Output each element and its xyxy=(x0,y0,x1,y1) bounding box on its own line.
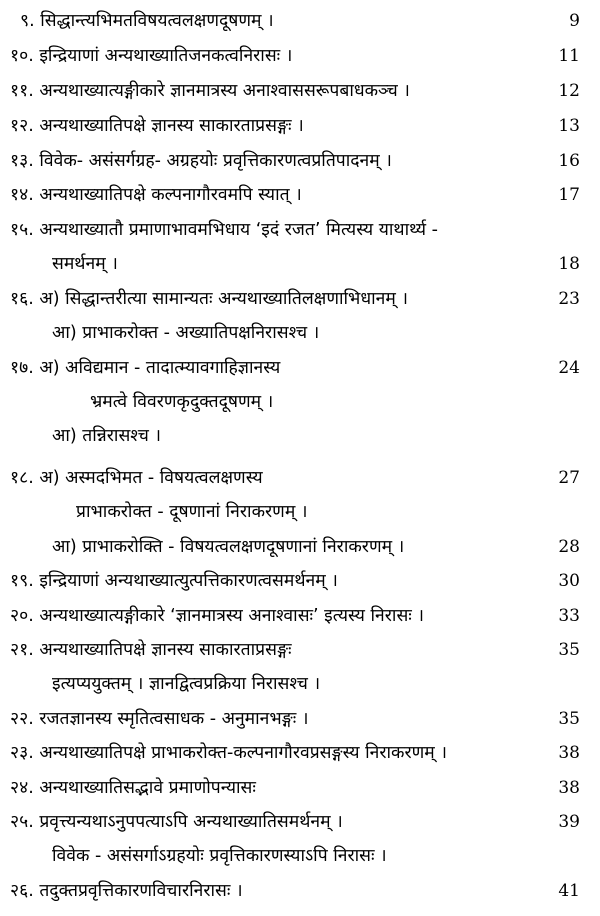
toc-entry-text: विवेक - असंसर्गाऽग्रहयोः प्रवृत्तिकारणस्याऽपि निरासः । xyxy=(52,846,387,866)
toc-entry-text: आ) तन्निरासश्च । xyxy=(52,426,162,446)
toc-entry-26 xyxy=(0,875,600,907)
toc-entry-text: १९. इन्द्रियाणां अन्यथाख्यात्युत्पत्तिकारणत्वसमर्थनम् । xyxy=(10,571,338,591)
toc-entry-page: 35 xyxy=(558,709,580,729)
toc-entry-text: २०. अन्यथाख्यात्यङ्गीकारे ‘ज्ञानमात्रस्य अनाश्वासः’ इत्यस्य निरासः । xyxy=(10,606,425,626)
toc-entry-12 xyxy=(0,110,600,142)
toc-entry-page: 23 xyxy=(558,289,580,309)
toc-entry-text: २२. रजतज्ञानस्य स्मृतित्वसाधक - अनुमानभङ्गः । xyxy=(10,709,309,729)
toc-entry-22 xyxy=(0,703,600,735)
toc-entry-13 xyxy=(0,145,600,177)
toc-entry-text: समर्थनम् । xyxy=(52,254,118,274)
toc-entry-text: ९. सिद्धान्त्यभिमतविषयत्वलक्षणदूषणम् । xyxy=(20,11,274,31)
toc-entry-25-continued xyxy=(0,840,600,872)
toc-entry-14 xyxy=(0,179,600,211)
toc-entry-15-continued xyxy=(0,248,600,280)
toc-entry-page: 27 xyxy=(558,468,580,488)
toc-entry-text: २५. प्रवृत्त्यन्यथाऽनुपपत्याऽपि अन्यथाख्यातिसमर्थनम् । xyxy=(10,812,343,832)
toc-entry-text: आ) प्राभाकरोक्ति - विषयत्वलक्षणदूषणानां निराकरणम् । xyxy=(52,537,405,557)
toc-entry-25 xyxy=(0,806,600,838)
toc-entry-17a-continued xyxy=(0,386,600,418)
toc-entry-page: 18 xyxy=(558,254,580,274)
toc-entry-page: 33 xyxy=(558,606,580,626)
toc-entry-page: 28 xyxy=(558,537,580,557)
toc-entry-text: भ्रमत्वे विवरणकृदुक्तदूषणम् । xyxy=(90,392,274,412)
toc-entry-page: 12 xyxy=(558,81,580,101)
toc-entry-11 xyxy=(0,75,600,107)
toc-entry-page: 30 xyxy=(558,571,580,591)
toc-entry-text: १४. अन्यथाख्यातिपक्षे कल्पनागौरवमपि स्यात् । xyxy=(10,185,302,205)
toc-entry-page: 17 xyxy=(558,185,580,205)
toc-entry-16b xyxy=(0,317,600,349)
toc-entry-text: १२. अन्यथाख्यातिपक्षे ज्ञानस्य साकारताप्रसङ्गः । xyxy=(10,116,304,136)
toc-entry-page: 39 xyxy=(558,812,580,832)
toc-entry-page: 38 xyxy=(558,743,580,763)
toc-entry-17b xyxy=(0,420,600,452)
toc-entry-text: आ) प्राभाकरोक्त - अख्यातिपक्षनिरासश्च । xyxy=(52,323,320,343)
toc-entry-page: 9 xyxy=(569,11,580,31)
toc-entry-text: २१. अन्यथाख्यातिपक्षे ज्ञानस्य साकारताप्रसङ्गः xyxy=(10,640,292,660)
toc-entry-16a xyxy=(0,283,600,315)
toc-entry-text: १३. विवेक- असंसर्गग्रह- अग्रहयोः प्रवृत्तिकारणत्वप्रतिपादनम् । xyxy=(10,151,392,171)
toc-entry-page: 24 xyxy=(558,358,580,378)
toc-entry-24 xyxy=(0,772,600,804)
toc-entry-17a xyxy=(0,352,600,384)
toc-entry-23 xyxy=(0,737,600,769)
toc-entry-9 xyxy=(0,5,600,37)
toc-entry-page: 11 xyxy=(558,46,580,66)
toc-entry-18b xyxy=(0,531,600,563)
toc-entry-page: 41 xyxy=(558,881,580,901)
toc-entry-21-continued xyxy=(0,668,600,700)
toc-entry-19 xyxy=(0,565,600,597)
toc-entry-20 xyxy=(0,600,600,632)
toc-entry-text: इत्यप्ययुक्तम् । ज्ञानद्वित्वप्रक्रिया निरासश्च । xyxy=(52,674,321,694)
toc-entry-text: प्राभाकरोक्त - दूषणानां निराकरणम् । xyxy=(76,502,308,522)
toc-entry-text: १८. अ) अस्मदभिमत - विषयत्वलक्षणस्य xyxy=(10,468,263,488)
toc-entry-page: 13 xyxy=(558,116,580,136)
toc-entry-page: 35 xyxy=(558,640,580,660)
toc-entry-10 xyxy=(0,40,600,72)
toc-entry-text: २६. तदुक्तप्रवृत्तिकारणविचारनिरासः । xyxy=(10,881,243,901)
toc-entry-text: १६. अ) सिद्धान्तरीत्या सामान्यतः अन्यथाख्यातिलक्षणाभिधानम् । xyxy=(10,289,409,309)
toc-entry-21 xyxy=(0,634,600,666)
toc-entry-text: २४. अन्यथाख्यातिसद्भावे प्रमाणोपन्यासः xyxy=(10,778,256,798)
toc-entry-text: ११. अन्यथाख्यात्यङ्गीकारे ज्ञानमात्रस्य अनाश्वाससरूपबाधकञ्च । xyxy=(10,81,410,101)
toc-entry-page: 38 xyxy=(558,778,580,798)
toc-entry-text: १५. अन्यथाख्यातौ प्रमाणाभावमभिधाय ‘इदं रजत’ मित्यस्य याथार्थ्य - xyxy=(10,220,438,240)
toc-entry-page: 16 xyxy=(558,151,580,171)
toc-entry-18a xyxy=(0,462,600,494)
toc-entry-18a-continued xyxy=(0,496,600,528)
toc-entry-text: १७. अ) अविद्यमान - तादात्म्यावगाहिज्ञानस्य xyxy=(10,358,281,378)
toc-entry-text: २३. अन्यथाख्यातिपक्षे प्राभाकरोक्त-कल्पनागौरवप्रसङ्गस्य निराकरणम् । xyxy=(10,743,447,763)
toc-entry-15 xyxy=(0,214,600,246)
toc-entry-text: १०. इन्द्रियाणां अन्यथाख्यातिजनकत्वनिरासः । xyxy=(10,46,293,66)
